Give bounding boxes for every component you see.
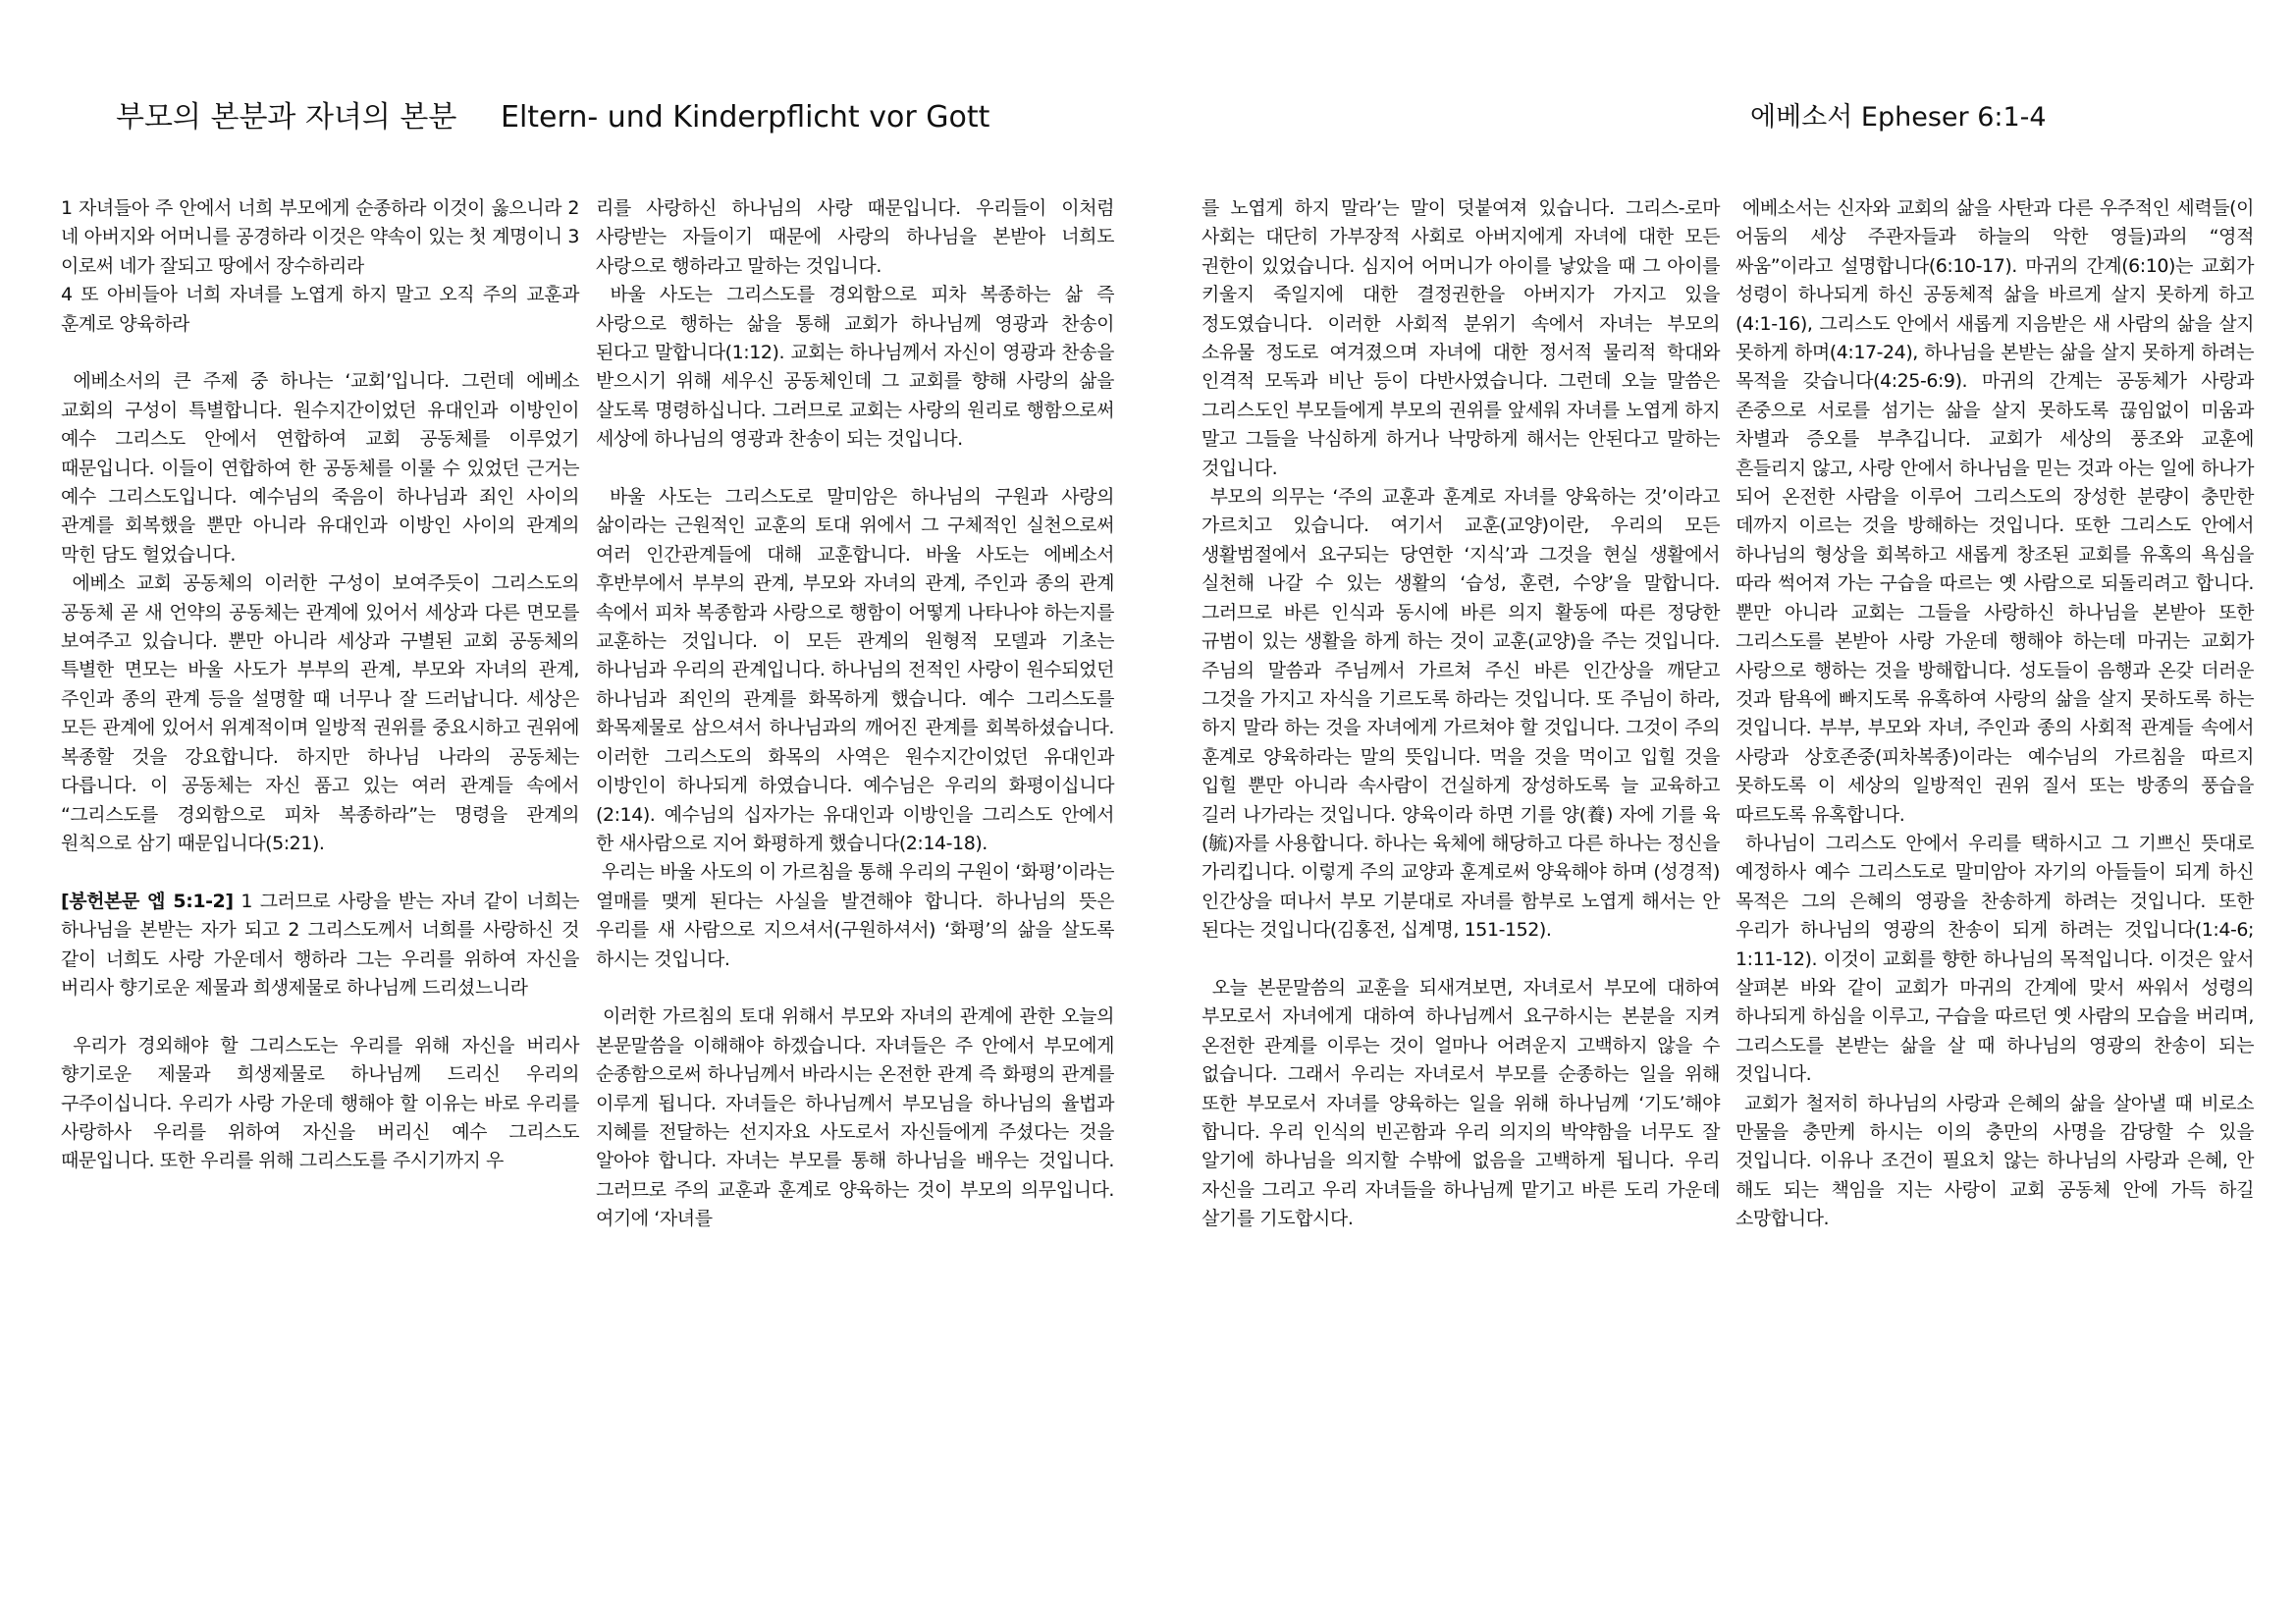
paragraph: 에베소서는 신자와 교회의 삶을 사탄과 다른 우주적인 세력들(이 어둠의 세상 주관자들과 하늘의 악한 영들)과의 “영적 싸움”이라고 설명합니다(6:10-17). 마귀의 간계(6:10)는 교회가 성령이 하나되게 하신 공동체적 삶을 바르게 살지 못하게 하고(4:1-16), 그리스도 안에서 새롭게 지음받은 새 사람의 삶을 살지 못하게 하며(4:17-24), 하나님을 본받는 삶을 살지 못하게 하려는 목적을 갖습니다(4:25-6:9). 마귀의 간계는 공동체가 사랑과 존중으로 서로를 섬기는 삶을 살지 못하도록 끊임없이 미움과 차별과 증오를 부추깁니다. 교회가 세상의 풍조와 교훈에 흔들리지 않고, 사랑 안에서 하나님을 믿는 것과 아는 일에 하나가 되어 온전한 사람을 이루어 그리스도의 장성한 분량이 충만한 데까지 이르는 것을 방해하는 것입니다. 또한 그리스도 안에서 하나님의 형상을 회복하고 새롭게 창조된 교회를 유혹의 욕심을 따라 썩어져 가는 구습을 따르는 옛 사람으로 되돌리려고 합니다. 뿐만 아니라 교회는 그들을 사랑하신 하나님을 본받아 또한 그리스도를 본받아 사랑 가운데 행해야 하는데 마귀는 교회가 사랑으로 행하는 것을 방해합니다. 성도들이 음행과 온갖 더러운 것과 탐욕에 빠지도록 유혹하여 사랑의 삶을 살지 못하도록 하는 것입니다. 부부, 부모와 자녀, 주인과 종의 사회적 관계들 속에서 사랑과 상호존중(피차복종)이라는 예수님의 가르침을 따르지 못하도록 이 세상의 일방적인 권위 질서 또는 방종의 풍습을 따르도록 유혹합니다. bbox=[1735, 197, 2260, 826]
scripture-reference: 에베소서 Epheser 6:1-4 bbox=[1750, 102, 2047, 133]
spacer bbox=[1201, 946, 1720, 974]
spacer bbox=[61, 858, 579, 887]
paragraph: 리를 사랑하신 하나님의 사랑 때문입니다. 우리들이 이처럼 사랑받는 자들이기 때문에 사랑의 하나님을 본받아 너희도 사랑으로 행하라고 말하는 것입니다. bbox=[596, 197, 1120, 277]
title-korean: 부모의 본분과 자녀의 본분 bbox=[116, 100, 457, 135]
text-columns bbox=[61, 194, 2275, 1569]
paragraph: 를 노엽게 하지 말라’는 말이 덧붙여져 있습니다. 그리스-로마 사회는 대단히 가부장적 사회로 아버지에게 자녀에 대한 모든 권한이 있었습니다. 심지어 어머니가 아이를 낳았을 때 그 아이를 키울지 죽일지에 대한 결정권한을 아버지가 가지고 있을 정도였습니다. 이러한 사회적 분위기 속에서 자녀는 부모의 소유물 정도로 여겨졌으며 자녀에 대한 정서적 물리적 학대와 인격적 모독과 비난 등이 다반사였습니다. 그런데 오늘 말씀은 그리스도인 부모들에게 부모의 권위를 앞세워 자녀를 노엽게 하지 말고 그들을 낙심하게 하거나 낙망하게 해서는 안된다고 말하는 것입니다. bbox=[1201, 197, 1726, 479]
offering-text-label: [봉헌본문 엡 5:1-2] bbox=[61, 890, 234, 912]
column-3 bbox=[1201, 194, 1726, 1569]
paragraph: 우리가 경외해야 할 그리스도는 우리를 위해 자신을 버리사 향기로운 제물과 희생제물로 하나님께 드리신 우리의 구주이십니다. 우리가 사랑 가운데 행해야 할 이유는 바로 우리를 사랑하사 우리를 위하여 자신을 버리신 예수 그리스도 때문입니다. 또한 우리를 위해 그리스도를 주시기까지 우 bbox=[61, 1034, 585, 1172]
paragraph: 4 또 아비들아 너희 자녀를 노엽게 하지 말고 오직 주의 교훈과 훈계로 양육하라 bbox=[61, 284, 585, 335]
spacer bbox=[596, 455, 1114, 483]
paragraph: 부모의 의무는 ‘주의 교훈과 훈계로 자녀를 양육하는 것’이라고 가르치고 있습니다. 여기서 교훈(교양)이란, 우리의 모든 생활범절에서 요구되는 당연한 ‘지식’과 그것을 현실 생활에서 실천해 나갈 수 있는 생활의 ‘습성, 훈련, 수양’을 말합니다. 그러므로 바른 인식과 동시에 바른 의지 활동에 따른 정당한 규범이 있는 생활을 하게 하는 것이 교훈(교양)을 주는 것입니다. 주님의 말씀과 주님께서 가르쳐 주신 바른 인간상을 깨닫고 그것을 가지고 자식을 기르도록 하라는 것입니다. 또 주님이 하라, 하지 말라 하는 것을 자녀에게 가르쳐야 할 것입니다. 그것이 주의 훈계로 양육하라는 말의 뜻입니다. 먹을 것을 먹이고 입힐 것을 입힐 뿐만 아니라 속사람이 건실하게 장성하도록 늘 교육하고 길러 나가라는 것입니다. 양육이라 하면 기를 양(養) 자에 기를 육(毓)자를 사용합니다. 하나는 육체에 해당하고 다른 하나는 정신을 가리킵니다. 이렇게 주의 교양과 훈계로써 양육해야 하며 (성경적) 인간상을 떠나서 부모 기분대로 자녀를 함부로 노엽게 해서는 안 된다는 것입니다(김홍전, 십계명, 151-152). bbox=[1201, 486, 1726, 942]
column-4 bbox=[1735, 194, 2260, 1569]
spacer bbox=[596, 974, 1114, 1002]
page-header bbox=[116, 98, 2180, 143]
paragraph: 우리는 바울 사도의 이 가르침을 통해 우리의 구원이 ‘화평’이라는 열매를 맺게 된다는 사실을 발견해야 합니다. 하나님의 뜻은 우리를 새 사람으로 지으셔서(구원하셔서) ‘화평’의 삶을 살도록 하시는 것입니다. bbox=[596, 861, 1120, 970]
paragraph: 에베소서의 큰 주제 중 하나는 ‘교회’입니다. 그런데 에베소 교회의 구성이 특별합니다. 원수지간이었던 유대인과 이방인이 예수 그리스도 안에서 연합하여 교회 공동체를 이루었기 때문입니다. 이들이 연합하여 한 공동체를 이룰 수 있었던 근거는 예수 그리스도입니다. 예수님의 죽음이 하나님과 죄인 사이의 관계를 회복했을 뿐만 아니라 유대인과 이방인 사이의 관계의 막힌 담도 헐었습니다. bbox=[61, 370, 585, 566]
offering-text-body: 1 그러므로 사랑을 받는 자녀 같이 너희는 하나님을 본받는 자가 되고 2 그리스도께서 너희를 사랑하신 것 같이 너희도 사랑 가운데서 행하라 그는 우리를 위하여 자신을 버리사 향기로운 제물과 희생제물로 하나님께 드리셨느니라 bbox=[61, 890, 585, 999]
paragraph: 하나님이 그리스도 안에서 우리를 택하시고 그 기쁘신 뜻대로 예정하사 예수 그리스도로 말미암아 자기의 아들들이 되게 하신 목적은 그의 은혜의 영광을 찬송하게 하려는 것입니다. 또한 우리가 하나님의 영광의 찬송이 되게 하려는 것입니다(1:4-6; 1:11-12). 이것이 교회를 향한 하나님의 목적입니다. 이것은 앞서 살펴본 바와 같이 교회가 마귀의 간계에 맞서 싸워서 성령의 하나되게 하심을 이루고, 구습을 따르던 옛 사람의 모습을 버리며, 그리스도를 본받는 삶을 살 때 하나님의 영광의 찬송이 되는 것입니다. bbox=[1735, 832, 2260, 1086]
spacer bbox=[61, 339, 579, 367]
paragraph: 바울 사도는 그리스도로 말미암은 하나님의 구원과 사랑의 삶이라는 근원적인 교훈의 토대 위에서 그 구체적인 실천으로써 여러 인간관계들에 대해 교훈합니다. 바울 사도는 에베소서 후반부에서 부부의 관계, 부모와 자녀의 관계, 주인과 종의 관계 속에서 피차 복종함과 사랑으로 행함이 어떻게 나타나야 하는지를 교훈하는 것입니다. 이 모든 관계의 원형적 모델과 기초는 하나님과 우리의 관계입니다. 하나님의 전적인 사랑이 원수되었던 하나님과 죄인의 관계를 화목하게 했습니다. 예수 그리스도를 화목제물로 삼으셔서 하나님과의 깨어진 관계를 회복하셨습니다. 이러한 그리스도의 화목의 사역은 원수지간이었던 유대인과 이방인이 하나되게 하였습니다. 예수님은 우리의 화평이십니다(2:14). 예수님의 십자가는 유대인과 이방인을 그리스도 안에서 한 새사람으로 지어 화평하게 했습니다(2:14-18). bbox=[596, 486, 1120, 854]
paragraph: 1 자녀들아 주 안에서 너희 부모에게 순종하라 이것이 옳으니라 2 네 아버지와 어머니를 공경하라 이것은 약속이 있는 첫 계명이니 3 이로써 네가 잘되고 땅에서 장수하리라 bbox=[61, 197, 585, 277]
paragraph: 오늘 본문말씀의 교훈을 되새겨보면, 자녀로서 부모에 대하여 부모로서 자녀에게 대하여 하나님께서 요구하시는 본분을 지켜 온전한 관계를 이루는 것이 얼마나 어려운지 고백하지 않을 수 없습니다. 그래서 우리는 자녀로서 부모를 순종하는 일을 위해 또한 부모로서 자녀를 양육하는 일을 위해 하나님께 ‘기도’해야 합니다. 우리 인식의 빈곤함과 우리 의지의 박약함을 너무도 잘 알기에 하나님을 의지할 수밖에 없음을 고백하게 됩니다. 우리 자신을 그리고 우리 자녀들을 하나님께 맡기고 바른 도리 가운데 살기를 기도합시다. bbox=[1201, 976, 1726, 1230]
column-1 bbox=[61, 194, 585, 1569]
paragraph: 이러한 가르침의 토대 위해서 부모와 자녀의 관계에 관한 오늘의 본문말씀을 이해해야 하겠습니다. 자녀들은 주 안에서 부모에게 순종함으로써 하나님께서 바라시는 온전한 관계 즉 화평의 관계를 이루게 됩니다. 자녀들은 하나님께서 부모님을 하나님의 율법과 지혜를 전달하는 선지자요 사도로서 자신들에게 주셨다는 것을 알아야 합니다. 자녀는 부모를 통해 하나님을 배우는 것입니다. 그러므로 주의 교훈과 훈계로 양육하는 것이 부모의 의무입니다. 여기에 ‘자녀를 bbox=[596, 1005, 1120, 1230]
spacer bbox=[61, 1002, 579, 1031]
paragraph: 바울 사도는 그리스도를 경외함으로 피차 복종하는 삶 즉 사랑으로 행하는 삶을 통해 교회가 하나님께 영광과 찬송이 된다고 말합니다(1:12). 교회는 하나님께서 자신이 영광과 찬송을 받으시기 위해 세우신 공동체인데 그 교회를 향해 사랑의 삶을 살도록 명령하십니다. 그러므로 교회는 사랑의 원리로 행함으로써 세상에 하나님의 영광과 찬송이 되는 것입니다. bbox=[596, 284, 1120, 451]
title-german: Eltern- und Kinderpflicht vor Gott bbox=[501, 100, 990, 135]
paragraph: 에베소 교회 공동체의 이러한 구성이 보여주듯이 그리스도의 공동체 곧 새 언약의 공동체는 관계에 있어서 세상과 다른 면모를 보여주고 있습니다. 뿐만 아니라 세상과 구별된 교회 공동체의 특별한 면모는 바울 사도가 부부의 관계, 부모와 자녀의 관계, 주인과 종의 관계 등을 설명할 때 너무나 잘 드러납니다. 세상은 모든 관계에 있어서 위계적이며 일방적 권위를 중요시하고 권위에 복종할 것을 강요합니다. 하지만 하나님 나라의 공동체는 다릅니다. 이 공동체는 자신 품고 있는 여러 관계들 속에서 “그리스도를 경외함으로 피차 복종하라”는 명령을 관계의 원칙으로 삼기 때문입니다(5:21). bbox=[61, 572, 585, 854]
paragraph bbox=[61, 888, 585, 1003]
column-2 bbox=[596, 194, 1120, 1569]
paragraph: 교회가 철저히 하나님의 사랑과 은혜의 삶을 살아낼 때 비로소 만물을 충만케 하시는 이의 충만의 사명을 감당할 수 있을 것입니다. 이유나 조건이 필요치 않는 하나님의 사랑과 은혜, 안 해도 되는 책임을 지는 사랑이 교회 공동체 안에 가득 하길 소망합니다. bbox=[1735, 1092, 2260, 1230]
